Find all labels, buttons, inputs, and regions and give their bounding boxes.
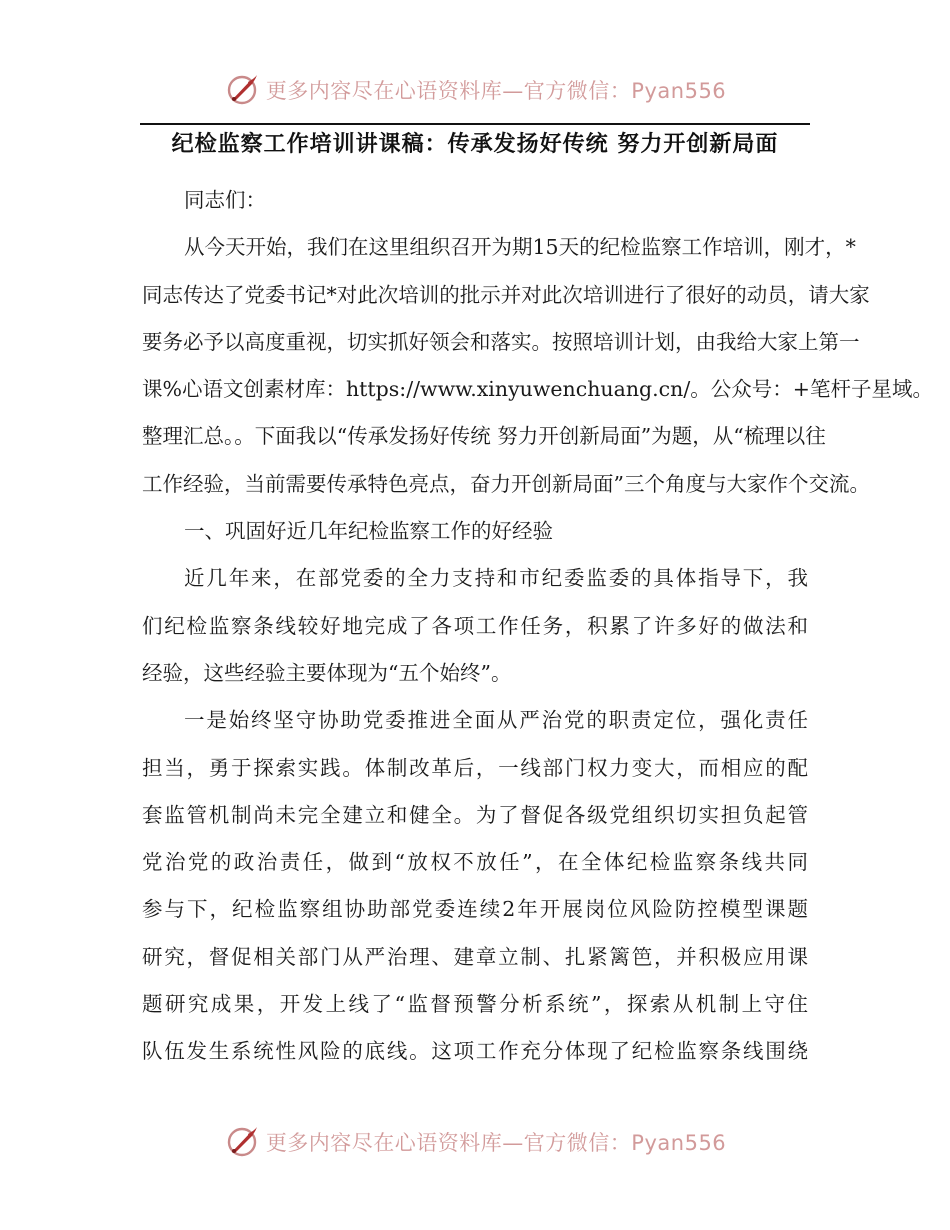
footer-watermark-text: 更多内容尽在心语资料库—官方微信：Pyan556 <box>265 1131 727 1155</box>
section-heading: 一、巩固好近几年纪检监察工作的好经验 <box>184 519 553 544</box>
footer-watermark-banner <box>0 1120 950 1164</box>
paragraph-line: 党治党的政治责任，做到“放权不放任”，在全体纪检监察条线共同 <box>142 850 808 875</box>
paragraph-line: 近几年来，在部党委的全力支持和市纪委监委的具体指导下，我 <box>184 566 808 591</box>
header-watermark-text: 更多内容尽在心语资料库—官方微信：Pyan556 <box>265 79 727 103</box>
paragraph-line: 们纪检监察条线较好地完成了各项工作任务，积累了许多好的做法和 <box>142 613 808 638</box>
paragraph-line: 课%心语文创素材库：https://www.xinyuwenchuang.cn/。公众号：+笔杆子星域。 <box>142 377 933 402</box>
paragraph-line: 队伍发生系统性风险的底线。这项工作充分体现了纪检监察条线围绕 <box>142 1039 808 1064</box>
paragraph-line: 要务必予以高度重视，切实抓好领会和落实。按照培训计划，由我给大家上第一 <box>142 329 860 354</box>
quill-logo-icon <box>224 1124 260 1160</box>
paragraph-line: 同志传达了党委书记*对此次培训的批示并对此次培训进行了很好的动员，请大家 <box>142 282 870 307</box>
paragraph-line: 经验，这些经验主要体现为“五个始终”。 <box>142 660 512 685</box>
paragraph-line: 套监管机制尚未完全建立和健全。为了督促各级党组织切实担负起管 <box>142 802 808 827</box>
paragraph-line: 工作经验，当前需要传承特色亮点，奋力开创新局面”三个角度与大家作个交流。 <box>142 471 870 496</box>
paragraph-line: 整理汇总。。下面我以“传承发扬好传统 努力开创新局面”为题，从“梳理以往 <box>142 424 826 449</box>
salutation-line: 同志们： <box>184 188 266 212</box>
document-body <box>142 180 933 1079</box>
paragraph-line: 从今天开始，我们在这里组织召开为期15天的纪检监察工作培训，刚才，* <box>184 235 856 260</box>
title-rule <box>140 123 810 125</box>
quill-logo-icon <box>224 72 260 108</box>
paragraph-line: 一是始终坚守协助党委推进全面从严治党的职责定位，强化责任 <box>184 708 808 733</box>
paragraph-line: 题研究成果，开发上线了“监督预警分析系统”，探索从机制上守住 <box>142 992 808 1017</box>
header-watermark-banner <box>0 68 950 112</box>
paragraph-line: 参与下，纪检监察组协助部党委连续2年开展岗位风险防控模型课题 <box>142 897 808 922</box>
paragraph-line: 研究，督促相关部门从严治理、建章立制、扎紧篱笆，并积极应用课 <box>142 944 808 969</box>
document-title: 纪检监察工作培训讲课稿：传承发扬好传统 努力开创新局面 <box>171 131 779 157</box>
paragraph-line: 担当，勇于探索实践。体制改革后，一线部门权力变大，而相应的配 <box>142 755 808 780</box>
